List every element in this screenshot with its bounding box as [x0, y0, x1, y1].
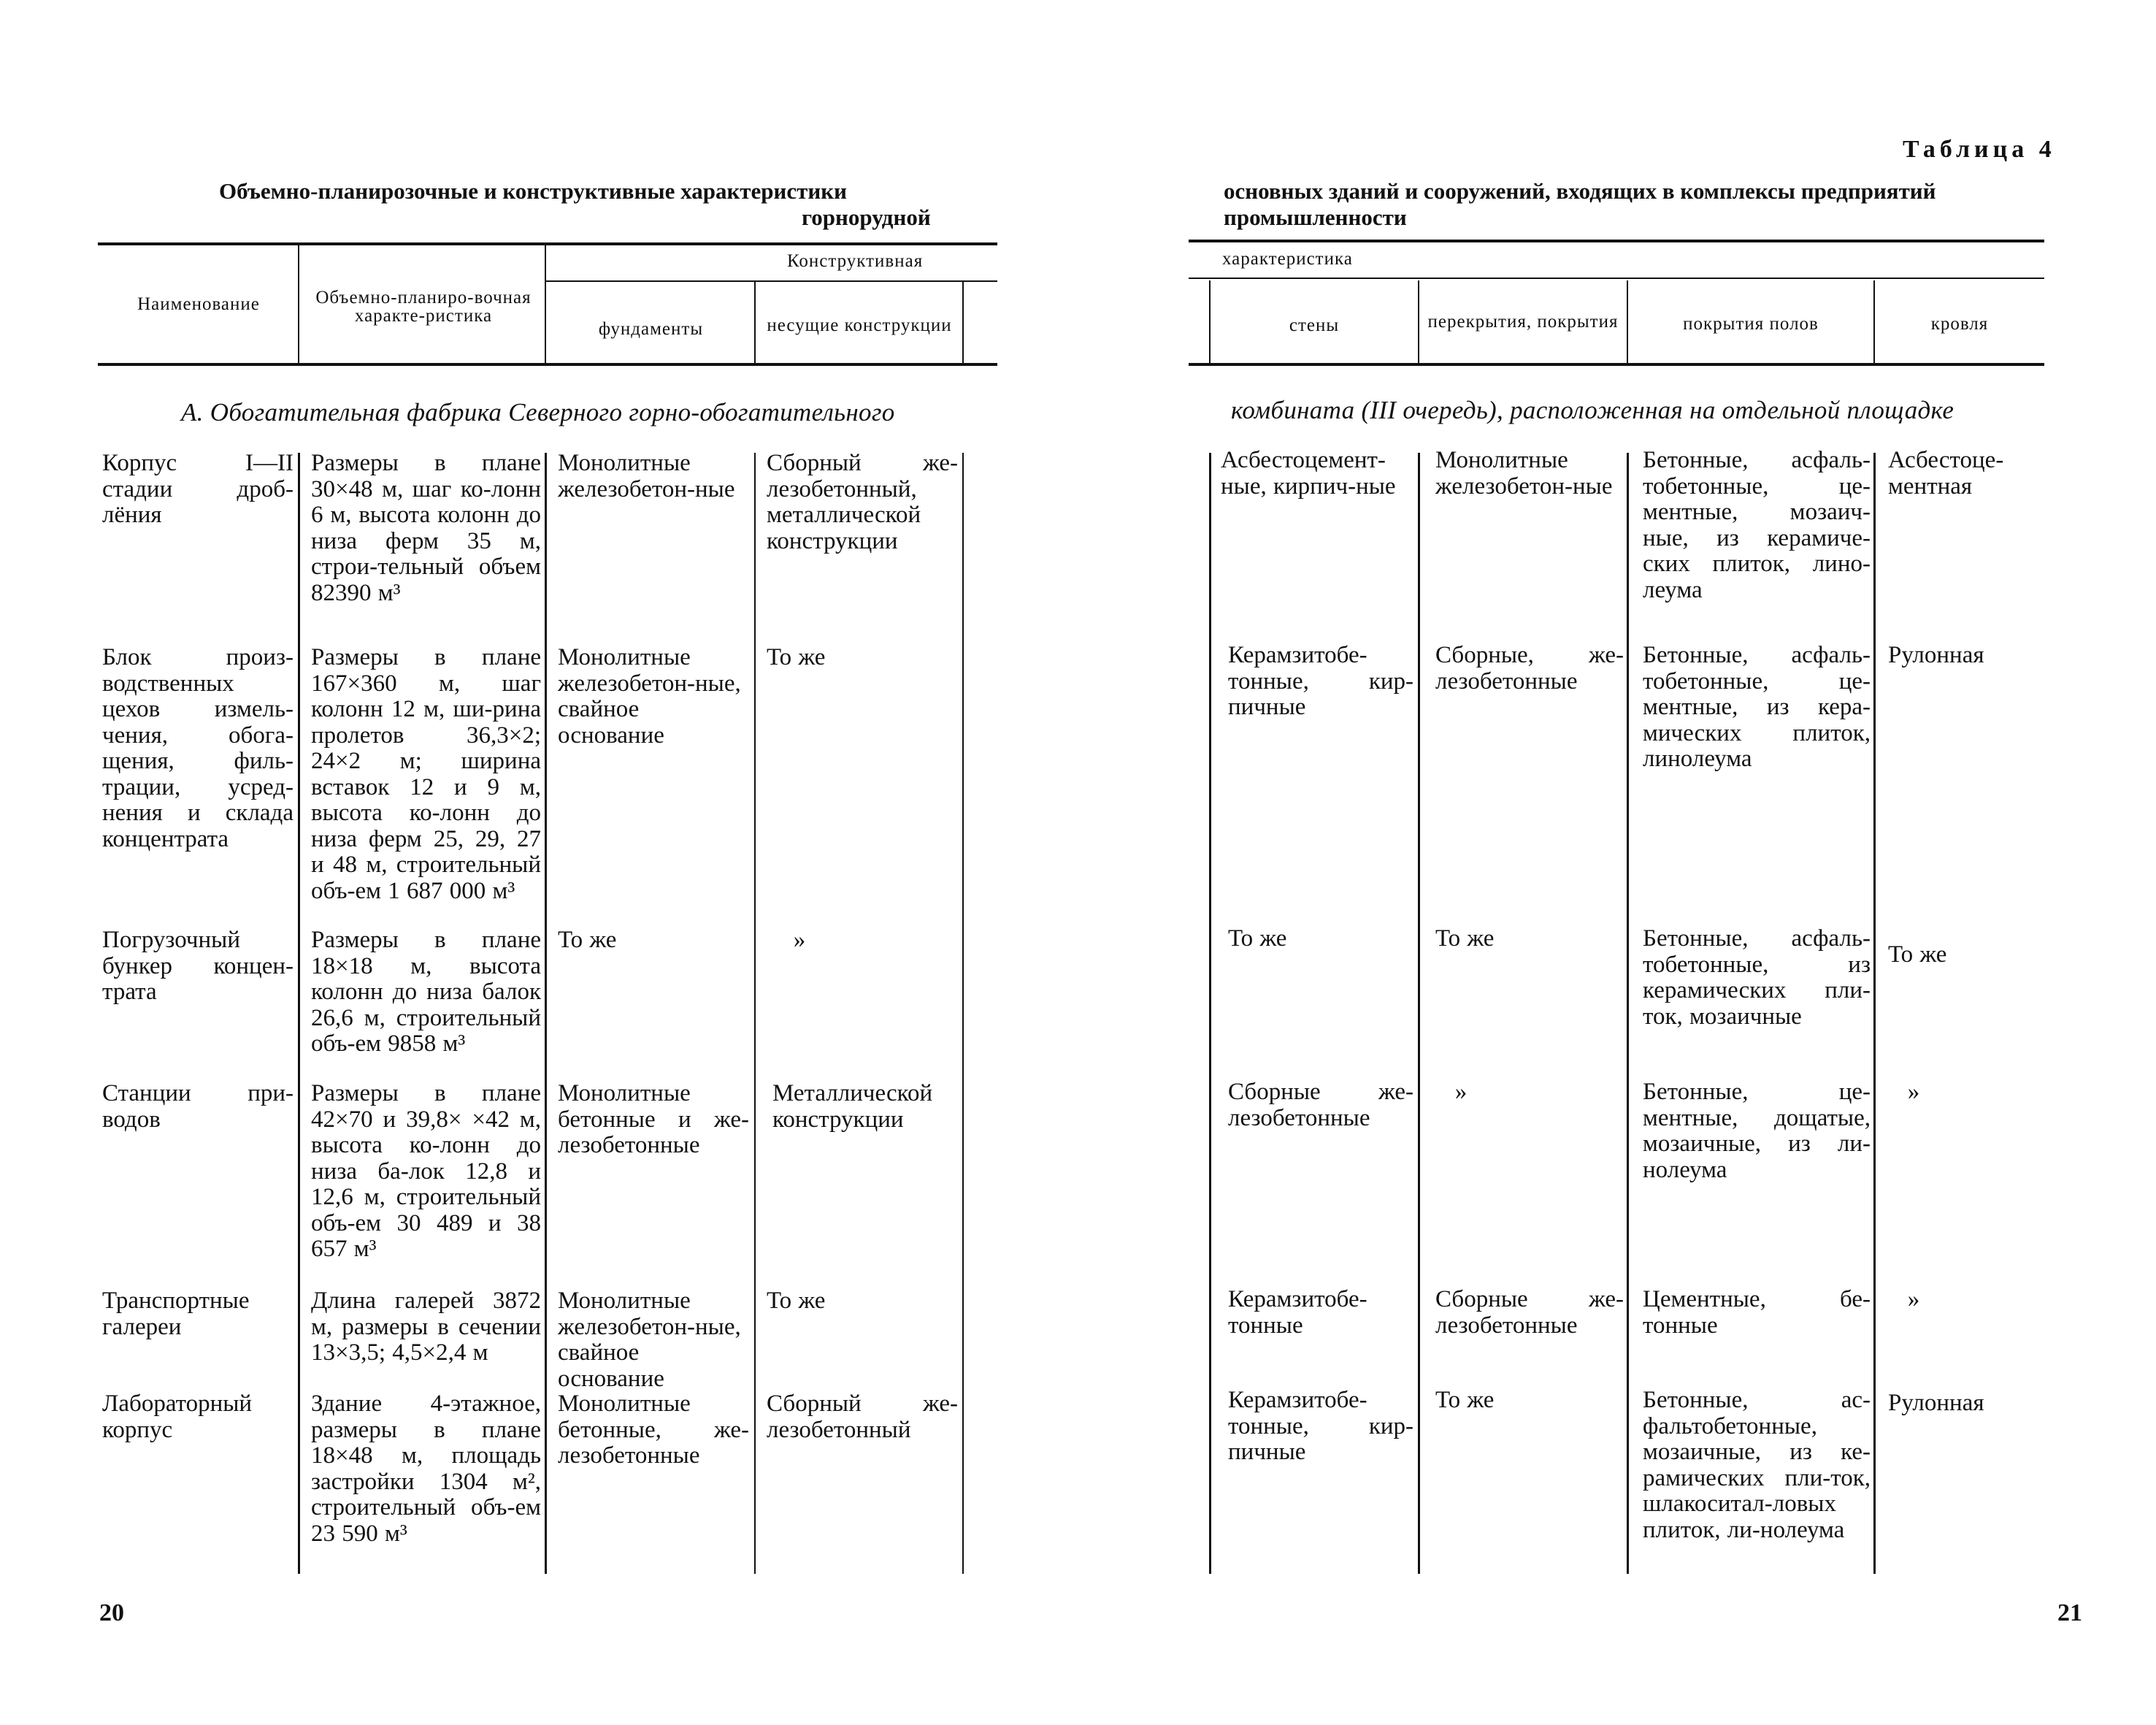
header-roof: кровля — [1930, 313, 1989, 334]
body-vline-2 — [545, 453, 547, 1574]
row6-floors: То же — [1435, 1387, 1495, 1413]
row1-roof: Асбестоце-ментная — [1888, 447, 2004, 500]
row4-foundations: Монолитные бетонные и же-лезобетонные — [558, 1080, 749, 1158]
body-vline-8 — [1873, 453, 1876, 1574]
header-bottom-rule-right — [1189, 363, 2044, 366]
table-title-line1-right: основных зданий и сооружений, входящих в комплексы предприятий — [1224, 178, 1936, 204]
row6-floor-covering: Бетонные, ас-фальтобетонные, мозаичные, из ке-рамических пли-ток, шлакоситал-ловых плиток, ли-нолеума — [1643, 1387, 1871, 1543]
row2-name: Блок произ-водственных цехов измель-чения, обога-щения, филь-трации, усред-нения и склада концентрата — [102, 644, 294, 852]
row5-planning: Длина галерей 3872 м, размеры в сечении 13×3,5; 4,5×2,4 м — [311, 1288, 541, 1366]
row3-floor-covering: Бетонные, асфаль-тобетонные, из керамических пли-ток, мозаичные — [1643, 925, 1871, 1030]
header-name: Наименование — [137, 294, 260, 314]
header-floors: перекрытия, покрытия — [1427, 311, 1619, 332]
section-heading-right: комбината (III очередь), расположенная на отдельной площадке — [1231, 396, 1954, 424]
page-number-right: 21 — [2057, 1599, 2082, 1626]
header-top-rule-right — [1189, 240, 2044, 242]
body-vline-6 — [1418, 453, 1420, 1574]
row2-planning: Размеры в плане 167×360 м, шаг колонн 12 м, ши-рина пролетов 36,3×2; 24×2 м; ширина вставок 12 и 9 м, высота ко-лонн до низа ферм 25, 29, 27 и 48 м, строительный объ-ем 1 687 000 м³ — [311, 644, 541, 904]
table-title-line1-left: Объемно-планирозочные и конструктивные характеристики — [219, 178, 847, 204]
right-page — [1078, 0, 2156, 1725]
header-bearing: несущие конструкции — [767, 315, 952, 335]
row3-bearing: » — [793, 927, 806, 953]
row5-walls: Керамзитобе-тонные — [1228, 1286, 1367, 1339]
row6-foundations: Монолитные бетонные, же-лезобетонные — [558, 1391, 749, 1469]
row4-walls: Сборные же-лезобетонные — [1228, 1079, 1413, 1131]
row2-walls: Керамзитобе-тонные, кир-пичные — [1228, 642, 1413, 720]
table-title-line2-right: промышленности — [1224, 204, 1407, 230]
header-walls: стены — [1289, 315, 1340, 335]
row1-bearing: Сборный же-лезобетонный, металлической конструкции — [767, 450, 958, 554]
row6-name: Лабораторный корпус — [102, 1391, 253, 1443]
header-vline-4 — [962, 282, 964, 363]
row1-floor-covering: Бетонные, асфаль-тобетонные, це-ментные, мозаич-ные, из керамиче-ских плиток, лино-леума — [1643, 447, 1871, 603]
row3-name: Погрузочный бункер концен-трата — [102, 927, 294, 1005]
row2-floors: Сборные, же-лезобетонные — [1435, 642, 1624, 695]
row1-floors: Монолитные железобетон-ные — [1435, 447, 1613, 500]
header-vline-3 — [754, 282, 756, 363]
row5-floor-covering: Цементные, бе-тонные — [1643, 1286, 1871, 1339]
body-vline-5 — [1209, 453, 1211, 1574]
body-vline-3 — [754, 453, 756, 1574]
row5-name: Транспортные галереи — [102, 1288, 250, 1340]
row6-roof: Рулонная — [1888, 1390, 1984, 1416]
header-vline-1 — [298, 245, 299, 363]
row5-roof: » — [1907, 1286, 1920, 1312]
row4-bearing: Металлической конструкции — [772, 1080, 933, 1133]
header-sub-rule-right — [1189, 278, 2044, 279]
row6-bearing: Сборный же-лезобетонный — [767, 1391, 958, 1443]
row5-foundations: Монолитные железобетон-ные, свайное основание — [558, 1288, 741, 1392]
row2-roof: Рулонная — [1888, 642, 1984, 668]
row1-foundations: Монолитные железобетон-ные — [558, 450, 735, 502]
row5-bearing: То же — [767, 1288, 826, 1314]
row1-walls: Асбестоцемент-ные, кирпич-ные — [1221, 447, 1396, 500]
row1-planning: Размеры в плане 30×48 м, шаг ко-лонн 6 м, высота колонн до низа ферм 35 м, строи-тельный объем 82390 м³ — [311, 450, 541, 606]
row4-roof: » — [1907, 1079, 1920, 1105]
row1-name: Корпус I—II стадии дроб-лёния — [102, 450, 294, 528]
body-vline-7 — [1627, 453, 1629, 1574]
header-foundations: фундаменты — [598, 318, 704, 339]
header-floor-covering: покрытия полов — [1683, 313, 1819, 334]
row2-foundations: Монолитные железобетон-ные, свайное основание — [558, 644, 741, 749]
row6-walls: Керамзитобе-тонные, кир-пичные — [1228, 1387, 1413, 1465]
header-constructive-left: Конструктивная — [787, 250, 924, 271]
row3-foundations: То же — [558, 927, 617, 953]
header-constructive-right: характеристика — [1222, 248, 1353, 269]
row4-planning: Размеры в плане 42×70 и 39,8× ×42 м, высота ко-лонн до низа ба-лок 12,8 и 12,6 м, строительный объ-ем 30 489 и 38 657 м³ — [311, 1080, 541, 1262]
row4-floor-covering: Бетонные, це-ментные, дощатые, мозаичные, из ли-нолеума — [1643, 1079, 1871, 1183]
row3-walls: То же — [1228, 925, 1287, 952]
row4-floors: » — [1454, 1079, 1468, 1105]
row5-floors: Сборные же-лезобетонные — [1435, 1286, 1624, 1339]
header-planning: Объемно-планиро-вочная характе-ристика — [315, 288, 532, 326]
row3-planning: Размеры в плане 18×18 м, высота колонн до низа балок 26,6 м, строительный объ-ем 9858 м³ — [311, 927, 541, 1057]
body-vline-4 — [962, 453, 964, 1574]
body-vline-1 — [298, 453, 300, 1574]
section-heading-left: А. Обогатительная фабрика Северного горно-обогатительного — [181, 398, 895, 427]
header-bottom-rule-left — [98, 363, 997, 366]
table-label: Таблица 4 — [1903, 136, 2056, 163]
row2-floor-covering: Бетонные, асфаль-тобетонные, це-ментные, из кера-мических плиток, линолеума — [1643, 642, 1871, 772]
row3-roof: То же — [1888, 941, 1947, 968]
row2-bearing: То же — [767, 644, 826, 670]
row6-planning: Здание 4-этажное, размеры в плане 18×48 м, площадь застройки 1304 м², строительный объ-ем 23 590 м³ — [311, 1391, 541, 1547]
page-number-left: 20 — [99, 1599, 124, 1626]
header-sub-rule-left — [546, 280, 997, 282]
row4-name: Станции при-водов — [102, 1080, 294, 1133]
header-vline-2 — [545, 245, 546, 363]
table-title-line2-left: горнорудной — [802, 204, 931, 230]
row3-floors: То же — [1435, 925, 1495, 952]
